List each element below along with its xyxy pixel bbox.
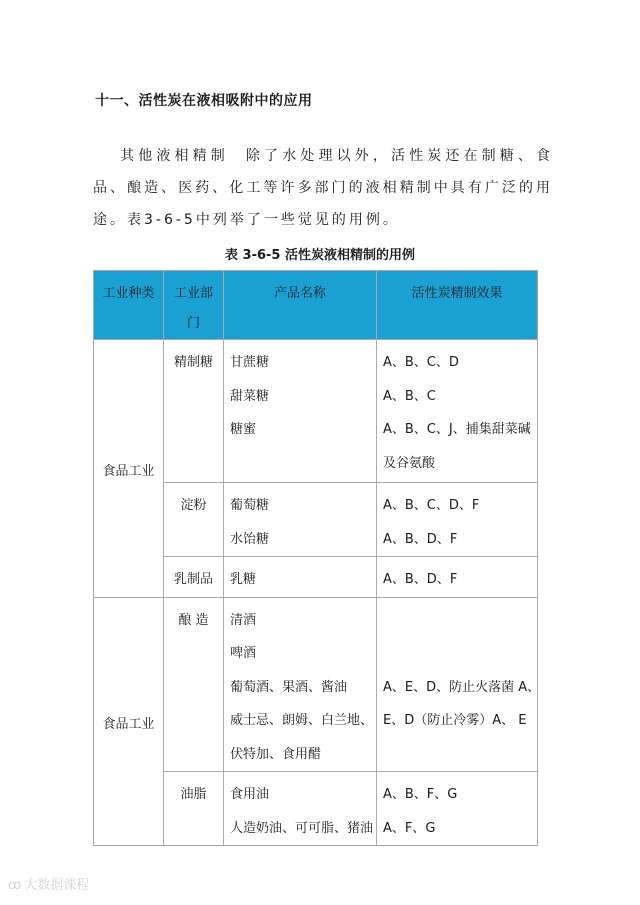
product-item: 啤酒 [230,646,257,661]
effect-item: A、B、C、D [383,355,459,370]
header-product: 产品名称 [224,271,377,340]
table-row [94,340,538,483]
intro-paragraph [93,140,553,236]
product-item: 人造奶油、可可脂、猪油 [230,820,374,836]
effect-item: A、B、C、D、F [383,498,480,513]
dept-cell: 精制糖 [164,340,224,483]
effect-item [383,604,531,638]
dept-cell: 淀粉 [164,483,224,557]
refining-table [93,270,541,846]
watermark [8,874,89,893]
paragraph-body: 除了水处理以外，活性炭还在制糖、食品、酿造、医药、化工等许多部门的液相精制中具有广泛的用途。表3-6-5中列举了一些觉见的用例。 [93,148,553,228]
product-cell [224,597,377,772]
effect-item: A、E、D、防止火落菌 A、 [383,679,541,695]
product-item: 甘蔗糖 [230,355,270,370]
effect-cell [377,483,538,557]
header-dept-line2: 门 [186,316,200,331]
effect-item: 及谷氨酸 [383,455,436,471]
table-title: 表 3-6-5 活性炭液相精制的用例 [225,248,415,263]
product-item: 清酒 [230,612,257,628]
product-item: 糖蜜 [230,422,257,437]
product-item: 甜菜糖 [230,388,270,404]
product-cell [224,340,377,483]
header-dept-line1: 工业部 [173,286,213,301]
table-row [94,597,538,772]
section-title: 十一、活性炭在液相吸附中的应用 [95,93,313,109]
paragraph-lead: 其他液相精制 [119,148,229,164]
watermark-logo-icon: ꝏ [8,878,22,893]
effect-cell [377,557,538,598]
effect-item: A、F、G [383,820,436,836]
dept-cell: 油脂 [164,772,224,846]
product-cell [224,772,377,846]
effect-cell [377,772,538,846]
effect-item: A、B、C、J、捕集甜菜碱 [383,422,531,437]
effect-cell [377,597,541,772]
effect-item: A、B、C [383,388,436,404]
effect-cell [377,340,538,483]
watermark-text: 大数据课程 [24,878,90,893]
product-item: 乳糖 [230,572,257,587]
header-industry: 工业种类 [94,271,164,340]
product-item: 葡萄糖 [230,498,270,513]
effect-item: A、B、F、G [383,787,458,802]
product-item: 葡萄酒、果酒、酱油 [230,679,348,695]
product-item: 食用油 [230,787,270,802]
dept-cell: 酿 造 [164,597,224,772]
header-department [164,271,224,340]
industry-cell: 食品工业 [94,597,164,846]
industry-cell: 食品工业 [94,340,164,598]
effect-item: A、B、D、F [383,531,458,547]
table-header-row [94,271,538,340]
dept-cell: 乳制品 [164,557,224,598]
effect-item: E、D（防止冷雾）A、 E [383,713,527,728]
product-cell [224,557,377,598]
effect-item [383,637,531,671]
product-cell [224,483,377,557]
product-item: 伏特加、食用醋 [230,746,322,762]
product-item: 威士忌、朗姆、白兰地、 [230,713,374,728]
header-effect: 活性炭精制效果 [377,271,538,340]
product-item: 水饴糖 [230,531,270,547]
effect-item: A、B、D、F [383,572,458,587]
